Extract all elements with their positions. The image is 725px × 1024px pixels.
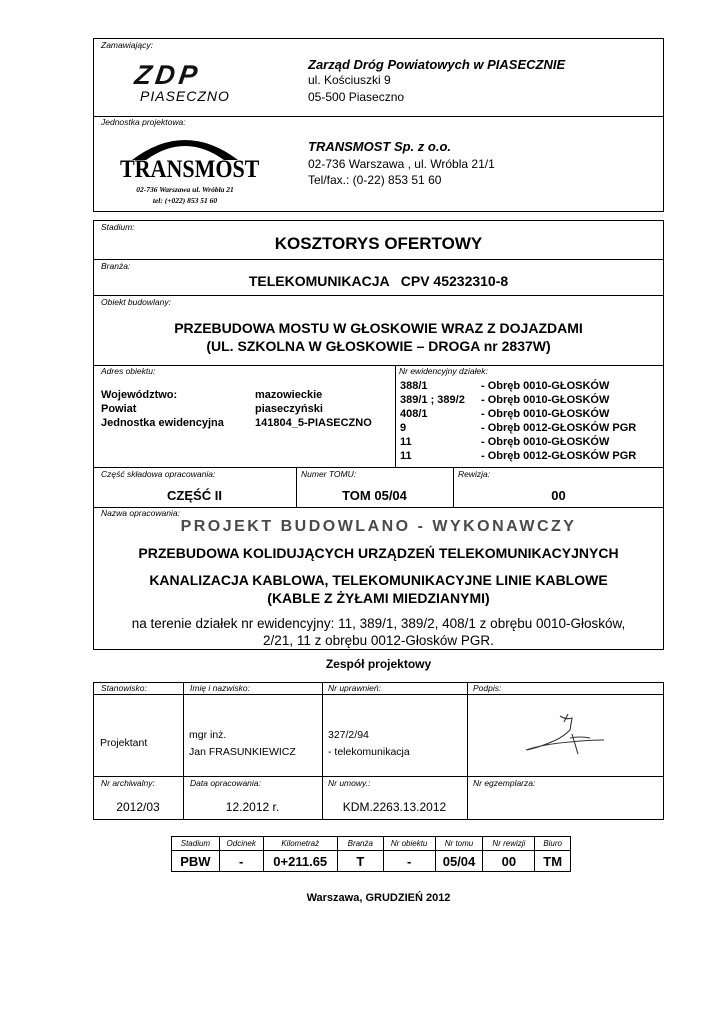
revision-label: Rewizja: xyxy=(458,469,491,479)
code-value-section: - xyxy=(219,851,263,872)
study-label: Nazwa opracowania: xyxy=(101,508,180,518)
study-line5: 2/21, 11 z obrębu 0012-Głosków PGR. xyxy=(263,633,494,648)
code-header-volume: Nr tomu xyxy=(435,837,483,851)
meta-header-contract: Nr umowy.: xyxy=(328,778,371,788)
code-header-object: Nr obiektu xyxy=(383,837,435,851)
plot-desc-0: - Obręb 0010-GŁOSKÓW xyxy=(481,380,610,392)
plot-nr-3: 9 xyxy=(400,422,407,434)
designer-phone: Tel/fax.: (0-22) 853 51 60 xyxy=(308,173,442,187)
object-line1: PRZEBUDOWA MOSTU W GŁOSKOWIE WRAZ Z DOJAZDAMI xyxy=(174,320,583,336)
plot-desc-3: - Obręb 0012-GŁOSKÓW PGR xyxy=(481,422,637,434)
plot-desc-4: - Obręb 0010-GŁOSKÓW xyxy=(481,436,610,448)
code-value-branch: T xyxy=(337,851,383,872)
transmost-logo xyxy=(120,126,260,208)
divider-address-plots xyxy=(395,365,396,467)
team-role: Projektant xyxy=(100,737,148,749)
object-label: Obiekt budowlany: xyxy=(101,297,171,307)
address-val-2: 141804_5-PIASECZNO xyxy=(255,417,372,429)
divider-object xyxy=(93,365,664,366)
plot-nr-4: 11 xyxy=(400,436,412,448)
divider-address xyxy=(93,467,664,468)
stage-value: KOSZTORYS OFERTOWY xyxy=(274,234,483,253)
designer-address: 02-736 Warszawa , ul. Wróbla 21/1 xyxy=(308,157,495,171)
plot-desc-2: - Obręb 0010-GŁOSKÓW xyxy=(481,408,610,420)
document-codes-table xyxy=(171,836,571,872)
code-header-km: Kilometraż xyxy=(263,837,337,851)
transmost-logo-text: TRANSMOST xyxy=(120,154,260,183)
client-address1: ul. Kościuszki 9 xyxy=(308,73,391,87)
client-label: Zamawiający: xyxy=(101,40,153,50)
code-value-office: TM xyxy=(535,851,571,872)
footer-place-date: Warszawa, GRUDZIEŃ 2012 xyxy=(306,892,451,904)
study-line4: na terenie działek nr ewidencyjny: 11, 389/1, 389/2, 408/1 z obrębu 0010-Głosków, xyxy=(131,616,626,631)
meta-header-copy: Nr egzemplarza: xyxy=(473,778,536,788)
team-name-line2: Jan FRASUNKIEWICZ xyxy=(189,746,296,758)
code-header-stage: Stadium xyxy=(172,837,220,851)
code-header-revision: Nr rewizji xyxy=(483,837,535,851)
code-header-section: Odcinek xyxy=(219,837,263,851)
plot-nr-1: 389/1 ; 389/2 xyxy=(400,394,465,406)
codes-value-row xyxy=(172,851,571,872)
team-col-3 xyxy=(467,682,468,820)
designer-name: TRANSMOST Sp. z o.o. xyxy=(308,139,451,154)
code-value-revision: 00 xyxy=(483,851,535,872)
code-value-object: - xyxy=(383,851,435,872)
team-license-line1: 327/2/94 xyxy=(328,729,369,741)
branch-label: Branża: xyxy=(101,261,131,271)
team-header-role: Stanowisko: xyxy=(101,683,147,693)
team-divider-meta xyxy=(93,776,664,777)
plot-desc-5: - Obręb 0012-GŁOSKÓW PGR xyxy=(481,450,637,462)
address-key-2: Jednostka ewidencyjna xyxy=(101,417,224,429)
object-line2: (UL. SZKOLNA W GŁOSKOWIE – DROGA nr 2837W) xyxy=(206,338,551,354)
code-value-stage: PBW xyxy=(172,851,220,872)
zdp-logo-subtext: PIASECZNO xyxy=(140,88,230,104)
address-key-0: Województwo: xyxy=(101,389,178,401)
study-line3: (KABLE Z ŻYŁAMI MIEDZIANYMI) xyxy=(267,590,490,606)
codes-header-row xyxy=(172,837,571,851)
archive-no: 2012/03 xyxy=(116,800,160,814)
divider-stage xyxy=(93,259,664,260)
plots-label: Nr ewidencyjny działek: xyxy=(399,366,488,376)
study-date: 12.2012 r. xyxy=(225,800,280,814)
part-value: CZĘŚĆ II xyxy=(167,488,222,503)
address-key-1: Powiat xyxy=(101,403,137,415)
team-header-signature: Podpis: xyxy=(473,683,502,693)
volume-label: Numer TOMU: xyxy=(301,469,357,479)
team-header-license: Nr uprawnień: xyxy=(328,683,381,693)
study-line2: KANALIZACJA KABLOWA, TELEKOMUNIKACYJNE LINIE KABLOWE xyxy=(149,572,608,588)
address-val-0: mazowieckie xyxy=(255,389,323,401)
plot-nr-5: 11 xyxy=(400,450,412,462)
transmost-logo-line2: tel: (+022) 853 51 60 xyxy=(152,196,218,205)
plot-nr-0: 388/1 xyxy=(400,380,428,392)
team-name-line1: mgr inż. xyxy=(189,729,227,741)
stage-label: Stadium: xyxy=(101,222,135,232)
client-address2: 05-500 Piaseczno xyxy=(308,90,405,104)
signature-image xyxy=(520,710,610,760)
plot-desc-1: - Obręb 0010-GŁOSKÓW xyxy=(481,394,610,406)
study-title: PROJEKT BUDOWLANO - WYKONAWCZY xyxy=(180,518,577,535)
address-label: Adres obiektu: xyxy=(101,366,156,376)
code-header-branch: Branża xyxy=(337,837,383,851)
zdp-logo-text: ZDP xyxy=(132,60,204,90)
meta-header-archive: Nr archiwalny: xyxy=(101,778,155,788)
zdp-logo xyxy=(132,60,255,110)
part-label: Część składowa opracowania: xyxy=(101,469,216,479)
plot-nr-2: 408/1 xyxy=(400,408,428,420)
revision-value: 00 xyxy=(551,488,566,503)
branch-value: TELEKOMUNIKACJA CPV 45232310-8 xyxy=(248,273,509,289)
address-val-1: piaseczyński xyxy=(255,403,323,415)
contract-no: KDM.2263.13.2012 xyxy=(342,800,447,814)
team-license-line2: - telekomunikacja xyxy=(328,746,410,758)
transmost-logo-line1: 02-736 Warszawa ul. Wróbla 21 xyxy=(136,185,234,194)
team-header-name: Imię i nazwisko: xyxy=(190,683,250,693)
code-value-km: 0+211.65 xyxy=(263,851,337,872)
designer-label: Jednostka projektowa: xyxy=(101,117,186,127)
code-value-volume: 05/04 xyxy=(435,851,483,872)
client-name: Zarząd Dróg Powiatowych w PIASECZNIE xyxy=(308,57,566,72)
study-line1: PRZEBUDOWA KOLIDUJĄCYCH URZĄDZEŃ TELEKOMUNIKACYJNYCH xyxy=(138,545,619,561)
volume-value: TOM 05/04 xyxy=(342,488,407,503)
meta-header-date: Data opracowania: xyxy=(190,778,261,788)
divider-branch xyxy=(93,295,664,296)
team-divider-header xyxy=(93,694,664,695)
code-header-office: Biuro xyxy=(535,837,571,851)
team-heading: Zespół projektowy xyxy=(325,657,432,671)
